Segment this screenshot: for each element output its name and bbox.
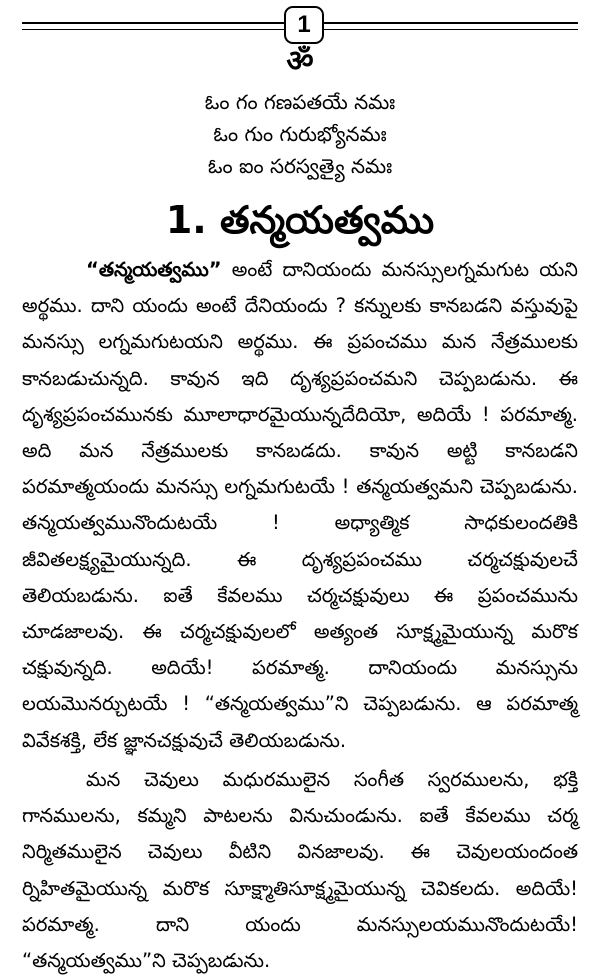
invocation-ganapati: ఓం గం గణపతయే నమః	[204, 90, 396, 114]
invocation-guru: ఓం గుం గురుభ్యోనమః	[213, 122, 387, 146]
paragraph-1	[22, 252, 578, 759]
om-symbol: ॐ	[286, 44, 314, 79]
paragraph-2	[22, 762, 578, 979]
paragraph-2-text: మన చెవులు మధురములైన సంగీత స్వరములను, భక్తి గానములను, కమ్మని పాటలను వినుచుండును. ఐతే కేవలము చర్మ నిర్మితములైన చెవులు వీటిని వినజాలవు. ఈ చెవులయందంత ర్నిహితమైయున్న మరొక సూక్ష్మాతిసూక్ష్మమైయున్న చెవికలదు. అదియే! పరమాత్మ. దాని యందు మనస్సులయమునొందుటయే! “తన్మయత్వము”ని చెప్పబడును.	[22, 768, 578, 973]
page-number: 1	[284, 6, 324, 44]
paragraph-1-text: అంటే దానియందు మనస్సులగ్నమగుట యని అర్థము. దాని యందు అంటే దేనియందు ? కన్నులకు కానబడని వస్తువుపై మనస్సు లగ్నమగుటయని అర్థము. ఈ ప్రపంచము మన నేత్రములకు కానబడుచున్నది. కావున ఇది దృశ్యప్రపంచమని చెప్పబడును. ఈ దృశ్యప్రపంచమునకు మూలాధారమైయున్నదేదియో, అదియే ! పరమాత్మ. అది మన నేత్రములకు కానబడదు. కావున అట్టి కానబడని పరమాత్మయందు మనస్సు లగ్నమగుటయే ! తన్మయత్వమని చెప్పబడును. తన్మయత్వమునొందుటయే ! అధ్యాత్మిక సాధకులందతికి జీవితలక్ష్యమైయున్నది. ఈ దృశ్యప్రపంచము చర్మచక్షువులచే తెలియబడును. ఐతే కేవలము చర్మచక్షువులు ఈ ప్రపంచమును చూడజాలవు. ఈ చర్మచక్షువులలో అత్యంత సూక్ష్మమైయున్న మరొక చక్షువున్నది. అదియే! పరమాత్మ. దానియందు మనస్సును లయమొనర్చుటయే ! “తన్మయత్వము”ని చెప్పబడును. ఆ పరమాత్మ వివేకశక్తి, లేక జ్ఞానచక్షువుచే తెలియబడును.	[22, 258, 578, 752]
invocation-saraswati: ఓం ఐం సరస్వత్యై నమః	[207, 154, 393, 178]
term-tanmayatvamu: “తన్మయత్వము”	[86, 258, 222, 281]
chapter-title: 1. తన్మయత్వము	[165, 198, 435, 242]
